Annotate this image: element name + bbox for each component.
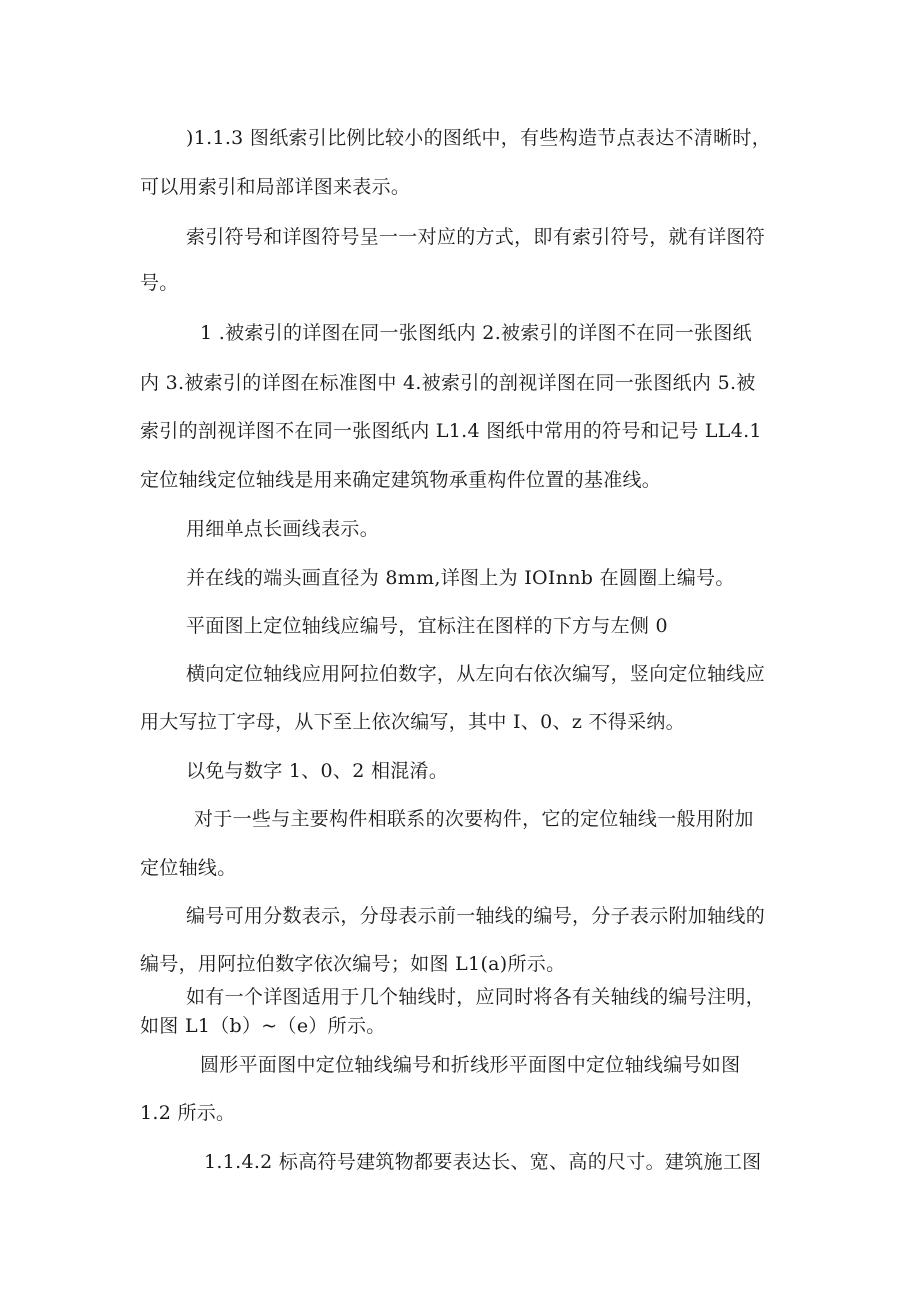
text-line: 索引的剖视详图不在同一张图纸内 L1.4 图纸中常用的符号和记号 LL4.1 xyxy=(140,420,762,442)
text-line: 用大写拉丁字母，从下至上依次编写，其中 I、0、z 不得采纳。 xyxy=(140,711,685,733)
text-line: )1.1.3 图纸索引比例比较小的图纸中，有些构造节点表达不清晰时， xyxy=(186,127,771,149)
text-line: 以免与数字 1、0、2 相混淆。 xyxy=(186,760,449,782)
text-line: 如图 L1（b）~（e）所示。 xyxy=(140,1015,386,1037)
text-line: 号。 xyxy=(140,272,179,294)
text-line: 编号可用分数表示，分母表示前一轴线的编号，分子表示附加轴线的 xyxy=(186,905,766,927)
text-line: 定位轴线定位轴线是用来确定建筑物承重构件位置的基准线。 xyxy=(140,469,662,491)
text-line: 定位轴线。 xyxy=(140,857,237,879)
text-line: 并在线的端头画直径为 8mm,详图上为 IOInnb 在圆圈上编号。 xyxy=(186,567,735,589)
text-line: 可以用索引和局部详图来表示。 xyxy=(140,176,411,198)
text-line: 对于一些与主要构件相联系的次要构件，它的定位轴线一般用附加 xyxy=(194,808,754,830)
text-line: 平面图上定位轴线应编号，宜标注在图样的下方与左侧 0 xyxy=(186,615,668,637)
text-line: 用细单点长画线表示。 xyxy=(186,518,380,540)
text-line: 索引符号和详图符号呈一一对应的方式，即有索引符号，就有详图符 xyxy=(186,226,766,248)
text-line: 编号，用阿拉伯数字依次编号；如图 L1(a)所示。 xyxy=(140,953,566,975)
text-line: 内 3.被索引的详图在标准图中 4.被索引的剖视详图在同一张图纸内 5.被 xyxy=(140,372,756,394)
text-line: 1.1.4.2 标高符号建筑物都要表达长、宽、高的尺寸。建筑施工图 xyxy=(204,1151,762,1173)
text-line: 圆形平面图中定位轴线编号和折线形平面图中定位轴线编号如图 xyxy=(200,1054,741,1076)
text-line: 1 .被索引的详图在同一张图纸内 2.被索引的详图不在同一张图纸 xyxy=(200,322,752,344)
text-line: 1.2 所示。 xyxy=(140,1102,236,1124)
text-line: 横向定位轴线应用阿拉伯数字，从左向右依次编写，竖向定位轴线应 xyxy=(186,663,766,685)
text-line: 如有一个详图适用于几个轴线时，应同时将各有关轴线的编号注明， xyxy=(186,986,766,1008)
